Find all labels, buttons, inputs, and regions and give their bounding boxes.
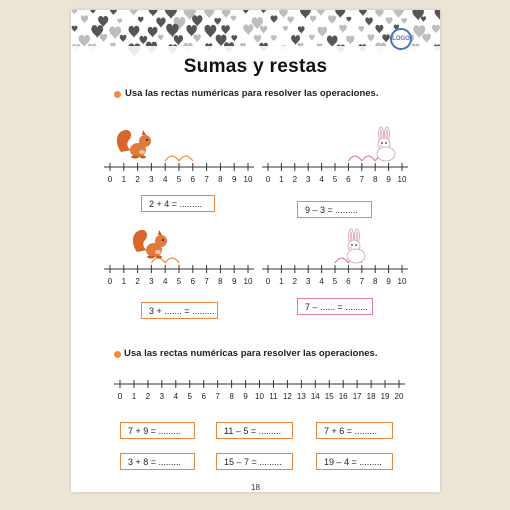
tick-label: 14 <box>310 392 320 401</box>
tick-label: 6 <box>190 277 196 286</box>
tick-label: 10 <box>397 175 407 184</box>
tick-label: 1 <box>279 277 284 286</box>
tick-label: 5 <box>187 392 192 401</box>
jump-arc <box>165 258 179 263</box>
instruction-1: Usa las rectas numéricas para resolver las operaciones. <box>125 88 379 99</box>
tick-label: 0 <box>117 392 123 401</box>
tick-label: 3 <box>149 175 154 184</box>
tick-label: 0 <box>107 175 113 184</box>
page-title: Sumas y restas <box>183 56 328 77</box>
tick-label: 9 <box>231 175 237 184</box>
operation-box-4[interactable]: 7 – ...... = ......... <box>297 298 373 315</box>
tick-label: 8 <box>229 392 234 401</box>
operation-box-6[interactable]: 11 – 5 = ......... <box>216 422 293 439</box>
tick-label: 8 <box>372 277 378 286</box>
number-line-long <box>114 380 405 401</box>
tick-label: 4 <box>319 175 324 184</box>
tick-label: 13 <box>296 392 306 401</box>
tick-label: 3 <box>305 175 311 184</box>
tick-label: 5 <box>176 277 182 286</box>
operation-box-1[interactable]: 2 + 4 = ......... <box>141 195 215 212</box>
tick-label: 0 <box>265 175 271 184</box>
tick-label: 10 <box>243 175 253 184</box>
tick-label: 8 <box>372 175 378 184</box>
tick-label: 6 <box>346 277 351 286</box>
tick-label: 9 <box>386 175 391 184</box>
worksheet-page <box>71 10 440 492</box>
tick-label: 7 <box>359 175 365 184</box>
tick-label: 5 <box>176 175 182 184</box>
tick-label: 7 <box>359 277 365 286</box>
tick-label: 1 <box>121 277 127 286</box>
rabbit-icon <box>347 229 365 263</box>
tick-label: 2 <box>292 277 298 286</box>
number-line-1 <box>104 156 254 184</box>
tick-label: 5 <box>332 175 338 184</box>
tick-label: 7 <box>215 392 220 401</box>
page-number: 18 <box>251 483 260 492</box>
tick-label: 7 <box>204 175 209 184</box>
tick-label: 2 <box>135 175 140 184</box>
tick-label: 6 <box>346 175 351 184</box>
tick-label: 5 <box>332 277 338 286</box>
rabbit-icon <box>377 127 395 161</box>
tick-label: 2 <box>135 277 140 286</box>
tick-label: 4 <box>162 175 168 184</box>
tick-label: 2 <box>145 392 151 401</box>
tick-label: 3 <box>159 392 165 401</box>
tick-label: 3 <box>149 277 154 286</box>
operation-box-3[interactable]: 3 + ....... = ......... <box>141 302 218 319</box>
jump-arc <box>179 156 193 161</box>
operation-box-5[interactable]: 7 + 9 = ......... <box>120 422 195 439</box>
tick-label: 8 <box>218 175 223 184</box>
tick-label: 12 <box>282 392 292 401</box>
tick-label: 1 <box>279 175 284 184</box>
jump-arc <box>165 156 179 161</box>
operation-box-7[interactable]: 7 + 6 = ......... <box>316 422 393 439</box>
tick-label: 4 <box>319 277 324 286</box>
tick-label: 1 <box>131 392 137 401</box>
tick-label: 19 <box>380 392 390 401</box>
bullet-dot <box>114 351 121 358</box>
tick-label: 4 <box>162 277 168 286</box>
tick-label: 0 <box>265 277 271 286</box>
instruction-2: Usa las rectas numéricas para resolver las operaciones. <box>124 348 378 359</box>
tick-label: 3 <box>305 277 311 286</box>
tick-label: 17 <box>352 392 362 401</box>
tick-label: 8 <box>218 277 223 286</box>
tick-label: 18 <box>366 392 376 401</box>
squirrel-icon <box>117 130 151 159</box>
operation-box-9[interactable]: 15 – 7 = ......... <box>216 453 293 470</box>
jump-arc <box>151 258 165 263</box>
squirrel-icon <box>133 230 167 259</box>
tick-label: 0 <box>107 277 113 286</box>
tick-label: 15 <box>324 392 334 401</box>
operation-box-10[interactable]: 19 – 4 = ......... <box>316 453 393 470</box>
tick-label: 6 <box>201 392 206 401</box>
tick-label: 4 <box>173 392 179 401</box>
tick-label: 20 <box>394 392 404 401</box>
tick-label: 6 <box>190 175 196 184</box>
tick-label: 7 <box>204 277 209 286</box>
tick-label: 16 <box>338 392 348 401</box>
jump-arc <box>335 258 348 263</box>
tick-label: 10 <box>397 277 407 286</box>
tick-label: 1 <box>121 175 127 184</box>
number-line-4 <box>262 258 408 286</box>
school-badge-logo: LOGO <box>390 28 412 50</box>
tick-label: 9 <box>386 277 391 286</box>
tick-label: 10 <box>243 277 253 286</box>
tick-label: 11 <box>269 392 278 401</box>
tick-label: 10 <box>255 392 264 401</box>
number-lines-canvas <box>71 10 440 492</box>
jump-arc <box>362 156 375 161</box>
tick-label: 9 <box>243 392 248 401</box>
jump-arc <box>348 156 361 161</box>
tick-label: 9 <box>231 277 237 286</box>
tick-label: 2 <box>292 175 298 184</box>
number-line-3 <box>104 258 254 286</box>
operation-box-8[interactable]: 3 + 8 = ......... <box>120 453 195 470</box>
operation-box-2[interactable]: 9 – 3 = ......... <box>297 201 372 218</box>
